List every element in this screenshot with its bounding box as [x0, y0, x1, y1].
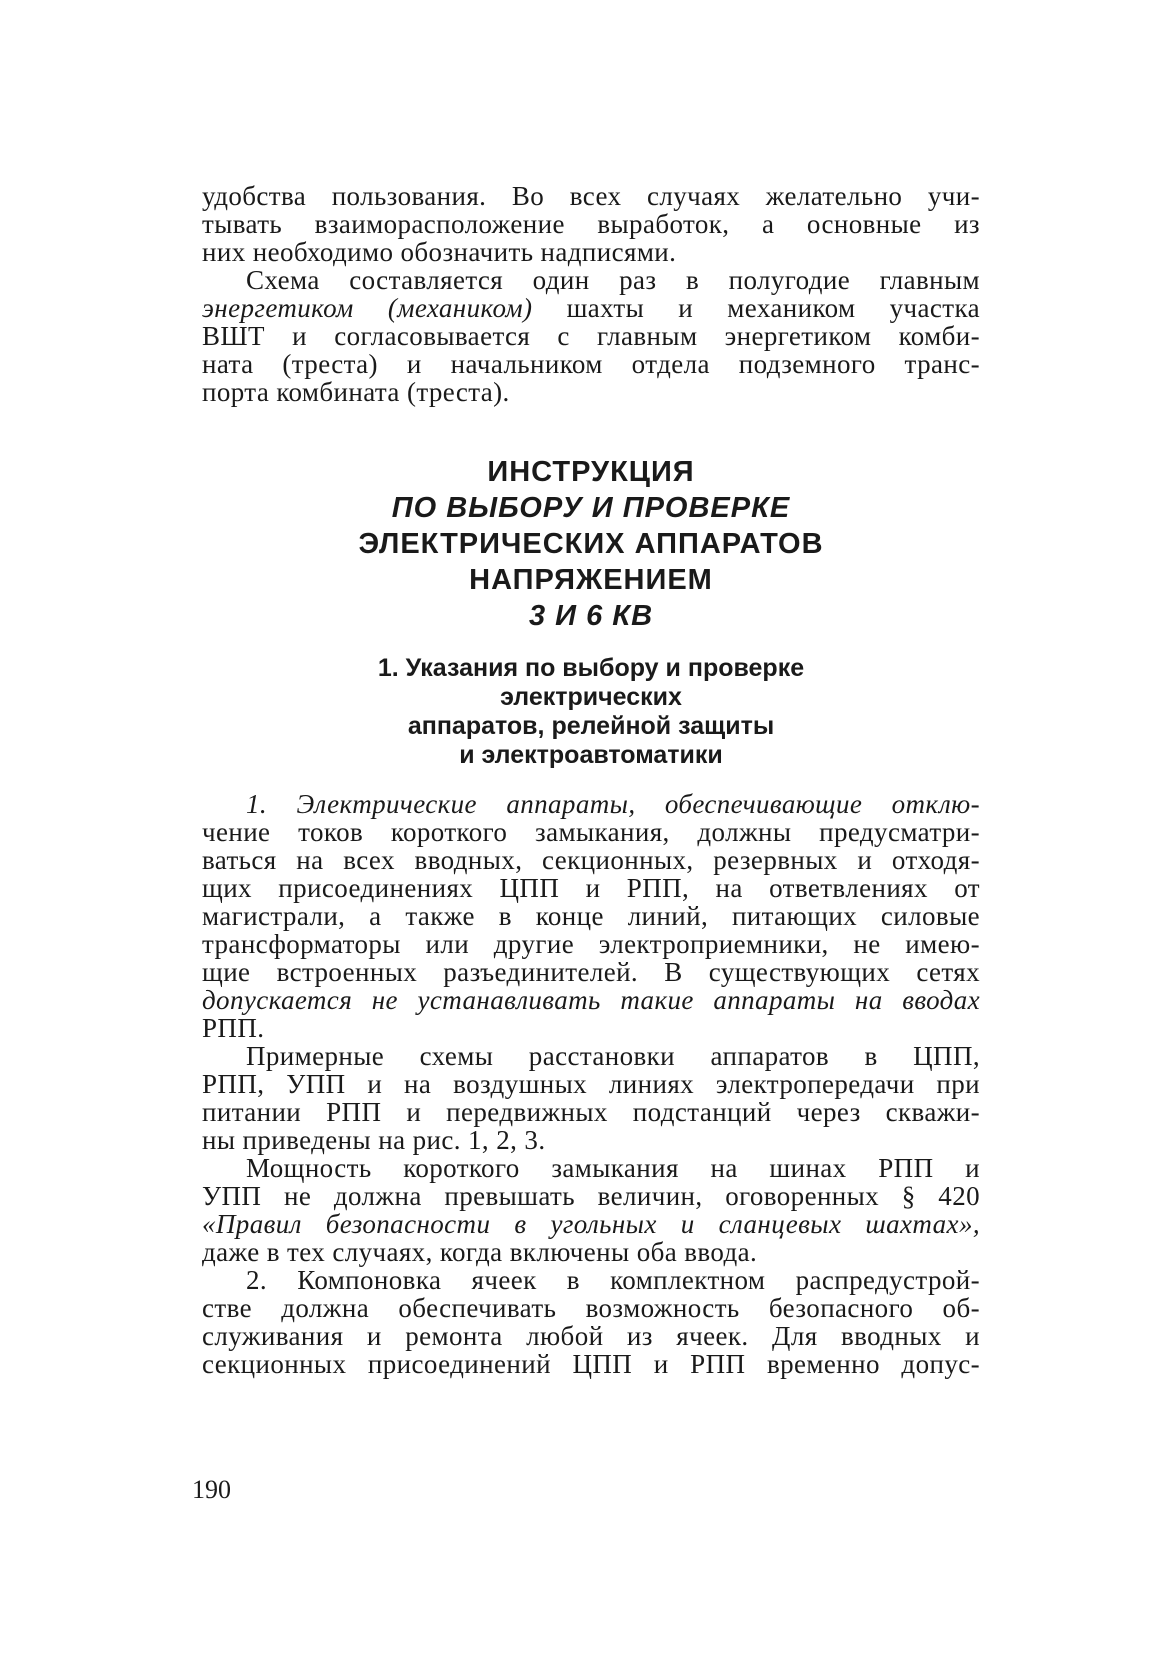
text-line: 2. Компоновка ячеек в комплектном распредустрой- [246, 1265, 980, 1295]
text-line: магистрали, а также в конце линий, питающих силовые [202, 901, 980, 931]
text-line-italic: «Правил безопасности в угольных и сланцевых шахтах», [202, 1209, 980, 1239]
intro-paragraph-2 [202, 266, 980, 406]
text-line: ВШТ и согласовывается с главным энергетиком комби- [202, 321, 980, 351]
body-paragraph-1 [202, 790, 980, 1042]
text-line: даже в тех случаях, когда включены оба ввода. [202, 1237, 758, 1267]
body-paragraph-3 [202, 1154, 980, 1266]
document-title [202, 454, 980, 634]
page-number: 190 [192, 1475, 231, 1504]
text-line: Мощность короткого замыкания на шинах РПП и [246, 1153, 980, 1183]
text-line-italic: допускается не устанавливать такие аппараты на вводах [202, 985, 980, 1015]
body-paragraph-4 [202, 1266, 980, 1378]
text-line: щие встроенных разъединителей. В существующих сетях [202, 957, 980, 987]
text-line: питании РПП и передвижных подстанций через скважи- [202, 1097, 980, 1127]
section-heading-line: электрических [500, 683, 682, 711]
text-italic: энергетиком (механиком) [202, 293, 533, 323]
section-heading-line: аппаратов, релейной защиты [407, 712, 775, 740]
section-heading-line: и электроавтоматики [459, 741, 723, 769]
title-line: 3 И 6 КВ [528, 600, 654, 632]
text-line: УПП не должна превышать величин, оговоренных § 420 [202, 1181, 980, 1211]
text-line: ваться на всех вводных, секционных, резервных и отходя- [202, 845, 980, 875]
text-line: стве должна обеспечивать возможность безопасного об- [202, 1293, 980, 1323]
text-line: удобства пользования. Во всех случаях желательно учи- [202, 181, 980, 211]
text-line: них необходимо обозначить надписями. [202, 237, 677, 267]
text-line: чение токов короткого замыкания, должны предусматри- [202, 817, 980, 847]
text-line: порта комбината (треста). [202, 377, 510, 407]
body-paragraph-2 [202, 1042, 980, 1154]
intro-paragraph-1 [202, 182, 980, 266]
text-line: трансформаторы или другие электроприемники, не имею- [202, 929, 980, 959]
title-line: ЭЛЕКТРИЧЕСКИХ АППАРАТОВ [358, 528, 824, 560]
text-line: ната (треста) и начальником отдела подземного транс- [202, 349, 980, 379]
text-line: секционных присоединений ЦПП и РПП временно допус- [202, 1349, 980, 1379]
text-line: тывать взаиморасположение выработок, а основные из [202, 209, 980, 239]
section-heading [202, 654, 980, 770]
text-line-italic: 1. Электрические аппараты, обеспечивающие отклю- [246, 789, 980, 819]
text-line: РПП, УПП и на воздушных линиях электропередачи при [202, 1069, 980, 1099]
text-line: служивания и ремонта любой из ячеек. Для вводных и [202, 1321, 980, 1351]
text-line: энергетиком (механиком) шахты и механиком участка [202, 293, 980, 323]
text-line: щих присоединениях ЦПП и РПП, на ответвлениях от [202, 873, 980, 903]
title-line: ИНСТРУКЦИЯ [487, 456, 695, 488]
title-line: ПО ВЫБОРУ И ПРОВЕРКЕ [391, 492, 791, 524]
text-line: ны приведены на рис. 1, 2, 3. [202, 1125, 546, 1155]
text-line: Примерные схемы расстановки аппаратов в ЦПП, [246, 1041, 980, 1071]
section-heading-line: 1. Указания по выбору и проверке [377, 654, 805, 682]
text-line: РПП. [202, 1013, 265, 1043]
title-line: НАПРЯЖЕНИЕМ [469, 564, 713, 596]
text-line: Схема составляется один раз в полугодие главным [246, 265, 980, 295]
